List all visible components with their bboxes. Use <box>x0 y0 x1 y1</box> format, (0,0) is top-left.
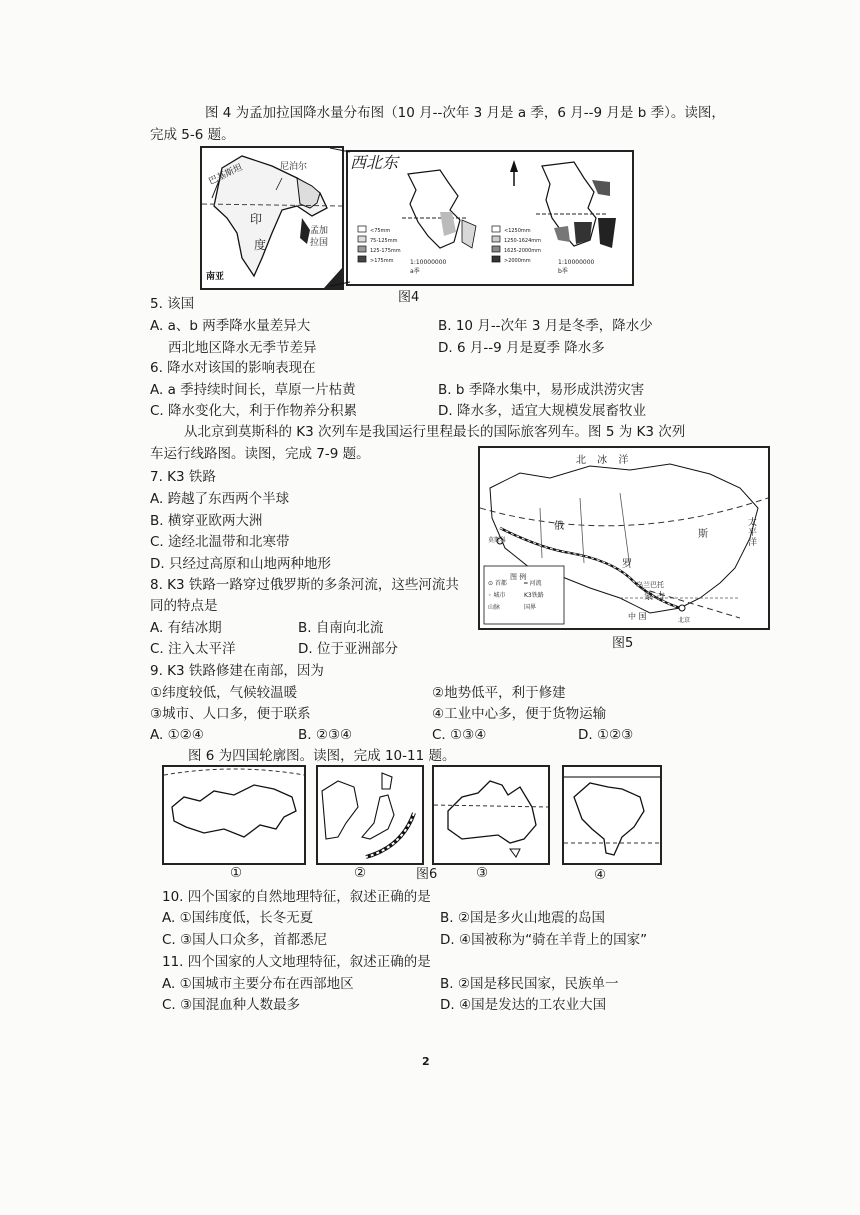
fig4-caption: 图4 <box>398 290 420 305</box>
q8-option-d: D. 位于亚洲部分 <box>298 641 398 657</box>
q5-stem: 5. 该国 <box>150 296 195 312</box>
q9-option-b: B. ②③④ <box>298 727 353 743</box>
q11-option-a: A. ①国城市主要分布在西部地区 <box>162 976 354 992</box>
q6-option-d: D. 降水多，适宜大规模发展畜牧业 <box>438 403 646 419</box>
q9-statement-3: ③城市、人口多，便于联系 <box>150 706 311 722</box>
fig6-number-4: ④ <box>594 867 607 883</box>
fig5-legend-item: ⊙ 首都 <box>488 580 507 587</box>
fig6-caption: 图6 <box>416 867 438 882</box>
q7-option-d: D. 只经过高原和山地两种地形 <box>150 556 331 572</box>
label-nepal: 尼泊尔 <box>280 162 308 172</box>
fig5-legend-item: ◦ 城市 <box>488 592 506 599</box>
fig6-map-2-japan <box>316 765 424 865</box>
q8-option-b: B. 自南向北流 <box>298 620 384 636</box>
fig5-caption: 图5 <box>612 636 634 651</box>
fig6-number-2: ② <box>354 865 367 881</box>
q10-option-a: A. ①国纬度低，长冬无夏 <box>162 910 314 926</box>
q10-stem: 10. 四个国家的自然地理特征，叙述正确的是 <box>162 889 431 905</box>
q10-option-c: C. ③国人口众多，首都悉尼 <box>162 932 328 948</box>
q9-stem: 9. K3 铁路修建在南部，因为 <box>150 663 324 679</box>
label-beijing: 北京 <box>678 617 691 624</box>
q10-option-b: B. ②国是多火山地震的岛国 <box>440 910 605 926</box>
intro-q7-9-line2: 车运行线路图。读图，完成 7-9 题。 <box>150 446 370 462</box>
label-bangladesh-1: 孟加 <box>310 226 329 236</box>
handwriting-directions: 西北东 <box>350 153 399 172</box>
fig6-map-4-brazil <box>562 765 662 865</box>
label-arctic-ocean: 北 冰 洋 <box>576 455 633 466</box>
fig5-k3-route-map <box>478 446 770 630</box>
q8-option-c: C. 注入太平洋 <box>150 641 236 657</box>
q9-statement-4: ④工业中心多，便于货物运输 <box>432 706 607 722</box>
fig5-legend-item: ═ 河流 <box>524 580 542 587</box>
label-russia-2: 罗 <box>622 559 632 570</box>
q8-stem-line1: 8. K3 铁路一路穿过俄罗斯的多条河流，这些河流共 <box>150 577 459 593</box>
q6-option-a: A. a 季持续时间长，草原一片枯黄 <box>150 382 356 398</box>
label-south-asia: 南亚 <box>206 272 225 282</box>
q9-statement-1: ①纬度较低，气候较温暖 <box>150 685 298 701</box>
fig5-legend-item: 山脉 <box>488 604 501 611</box>
q5-option-d: D. 6 月--9 月是夏季 降水多 <box>438 340 605 356</box>
fig4-south-asia-map <box>200 146 344 290</box>
q5-option-a: A. a、b 两季降水量差异大 <box>150 318 311 334</box>
intro-q5-6-line1: 图 4 为孟加拉国降水量分布图（10 月--次年 3 月是 a 季，6 月--9 月是 b 季）。读图， <box>205 105 725 121</box>
q6-stem: 6. 降水对该国的影响表现在 <box>150 360 316 376</box>
q6-option-c: C. 降水变化大，利于作物养分积累 <box>150 403 358 419</box>
fig6-map-3-australia <box>432 765 550 865</box>
legend-a-1: <75mm <box>370 228 391 234</box>
q11-option-d: D. ④国是发达的工农业大国 <box>440 997 607 1013</box>
fig5-legend-title: 图 例 <box>510 573 527 581</box>
scale-b: 1:10000000 <box>558 259 595 266</box>
q6-option-b: B. b 季降水集中，易形成洪涝灾害 <box>438 382 645 398</box>
q7-stem: 7. K3 铁路 <box>150 469 216 485</box>
label-pacific: 太平洋 <box>748 518 758 548</box>
label-mongolia: 蒙 古 <box>644 592 665 602</box>
intro-q7-9-line1: 从北京到莫斯科的 K3 次列车是我国运行里程最长的国际旅客列车。图 5 为 K3 次列 <box>184 424 686 440</box>
fig5-legend-item: 国界 <box>524 604 537 611</box>
legend-a-4: >175mm <box>370 258 394 264</box>
label-moscow: 莫斯科 <box>488 537 507 544</box>
q11-stem: 11. 四个国家的人文地理特征，叙述正确的是 <box>162 954 431 970</box>
label-bangladesh-2: 拉国 <box>310 238 329 248</box>
q7-option-b: B. 横穿亚欧两大洲 <box>150 513 263 529</box>
fig4-rainfall-maps <box>346 150 634 286</box>
label-india-2: 度 <box>254 238 267 252</box>
fig6-map-1-russia <box>162 765 306 865</box>
fig6-number-1: ① <box>230 865 243 881</box>
label-china: 中 国 <box>628 612 647 621</box>
legend-a-3: 125-175mm <box>370 248 401 254</box>
q8-stem-line2: 同的特点是 <box>150 598 218 614</box>
label-pakistan: 巴基斯坦 <box>207 162 245 188</box>
q7-option-a: A. 跨越了东西两个半球 <box>150 491 290 507</box>
intro-q5-6-line2: 完成 5-6 题。 <box>150 127 235 143</box>
intro-q10-11: 图 6 为四国轮廓图。读图，完成 10-11 题。 <box>188 748 456 764</box>
fig5-legend-item: K3铁路 <box>524 592 544 599</box>
q8-option-a: A. 有结冰期 <box>150 620 222 636</box>
legend-a-2: 75-125mm <box>370 238 398 244</box>
q9-option-a: A. ①②④ <box>150 727 204 743</box>
q11-option-b: B. ②国是移民国家，民族单一 <box>440 976 619 992</box>
page-number: 2 <box>422 1055 430 1068</box>
q5-option-b: B. 10 月--次年 3 月是冬季，降水少 <box>438 318 653 334</box>
label-russia-3: 斯 <box>698 529 708 540</box>
label-india-1: 印 <box>250 212 263 226</box>
q5-option-c: 西北地区降水无季节差异 <box>168 340 317 356</box>
label-russia-1: 俄 <box>554 521 564 532</box>
legend-b-2: 1250-1624mm <box>504 238 541 244</box>
q9-option-c: C. ①③④ <box>432 727 487 743</box>
q11-option-c: C. ③国混血种人数最多 <box>162 997 301 1013</box>
label-ulaanbaatar: 乌兰巴托 <box>636 581 664 589</box>
legend-b-4: >2000mm <box>504 258 531 264</box>
scale-a: 1:10000000 <box>410 259 447 266</box>
legend-b-3: 1625-2000mm <box>504 248 541 254</box>
legend-b-1: <1250mm <box>504 228 531 234</box>
q9-option-d: D. ①②③ <box>578 727 634 743</box>
fig6-number-3: ③ <box>476 865 489 881</box>
q10-option-d: D. ④国被称为“骑在羊背上的国家” <box>440 932 648 948</box>
season-a-label: a季 <box>410 268 420 275</box>
q9-statement-2: ②地势低平，利于修建 <box>432 685 566 701</box>
q7-option-c: C. 途经北温带和北寒带 <box>150 534 290 550</box>
fig4-connector <box>330 146 354 288</box>
season-b-label: b季 <box>558 268 568 275</box>
